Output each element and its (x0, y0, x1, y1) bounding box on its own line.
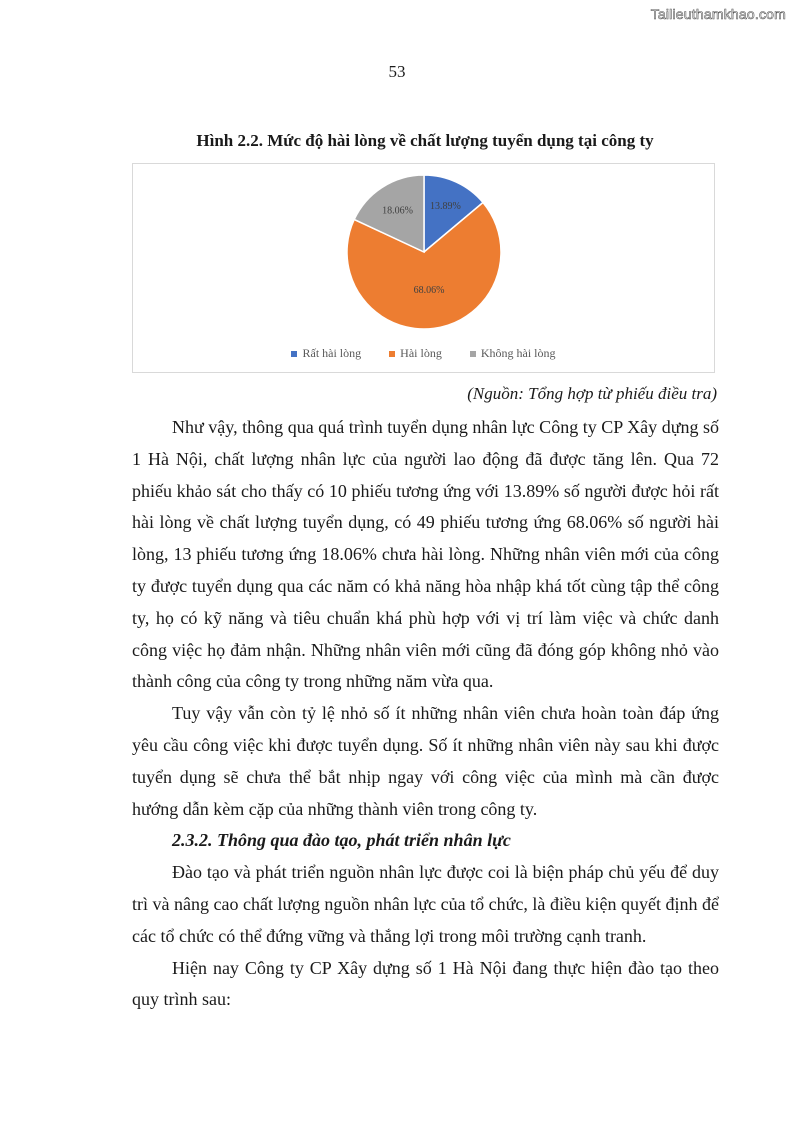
legend-swatch (389, 351, 395, 357)
paragraph: Hiện nay Công ty CP Xây dựng số 1 Hà Nội đang thực hiện đào tạo theo quy trình sau: (132, 957, 719, 1010)
data-label: 18.06% (382, 205, 413, 217)
paragraph: Tuy vậy vẫn còn tỷ lệ nhỏ số ít những nhân viên chưa hoàn toàn đáp ứng yêu cầu công việc khi được tuyển dụng. Số ít những nhân viên này sau khi được tuyển dụng sẽ chưa thể bắt nhịp ngay với công việc của mình mà cần được hướng dẫn kèm cặp của những thành viên trong công ty. (132, 703, 719, 819)
legend-label: Không hài lòng (480, 346, 556, 360)
watermark: Tailieuthamkhao.com (650, 6, 786, 22)
legend-swatch (470, 351, 476, 357)
pie-chart (132, 163, 715, 373)
legend-item-rat-hai-long (291, 346, 361, 361)
paragraph: Đào tạo và phát triển nguồn nhân lực được coi là biện pháp chủ yếu để duy trì và nâng cao chất lượng nguồn nhân lực của tổ chức, là điều kiện quyết định để các tổ chức có thể đứng vững và thắng lợi trong môi trường cạnh tranh. (132, 862, 719, 946)
legend-swatch (291, 351, 297, 357)
legend-label: Rất hài lòng (302, 346, 362, 360)
source-note: (Nguồn: Tổng hợp từ phiếu điều tra) (467, 384, 717, 403)
body-text (132, 412, 719, 1016)
paragraph: Như vậy, thông qua quá trình tuyển dụng nhân lực Công ty CP Xây dựng số 1 Hà Nội, chất lượng nhân lực của người lao động đã được tăng lên. Qua 72 phiếu khảo sát cho thấy có 10 phiếu tương ứng với 13.89% số người được hỏi rất hài lòng về chất lượng tuyển dụng, có 49 phiếu tương ứng 68.06% số người hài lòng, 13 phiếu tương ứng 18.06% chưa hài lòng. Những nhân viên mới của công ty được tuyển dụng qua các năm có khả năng hòa nhập khá tốt cùng tập thể công ty, họ có kỹ năng và tiêu chuẩn khá phù hợp với vị trí làm việc và chức danh công việc họ đảm nhận. Những nhân viên mới cũng đã đóng góp không nhỏ vào thành công của công ty trong những năm vừa qua. (132, 417, 719, 692)
data-label: 13.89% (430, 200, 461, 212)
legend-item-hai-long (389, 346, 442, 361)
pie-chart-svg (133, 164, 716, 339)
legend-label: Hài lòng (400, 346, 442, 360)
figure-caption: Hình 2.2. Mức độ hài lòng về chất lượng tuyển dụng tại công ty (196, 131, 654, 150)
data-label: 68.06% (413, 285, 445, 297)
chart-legend (133, 346, 714, 361)
section-heading: 2.3.2. Thông qua đào tạo, phát triển nhân lực (172, 830, 511, 851)
page-number: 53 (388, 62, 406, 81)
legend-item-khong-hai-long (470, 346, 556, 361)
